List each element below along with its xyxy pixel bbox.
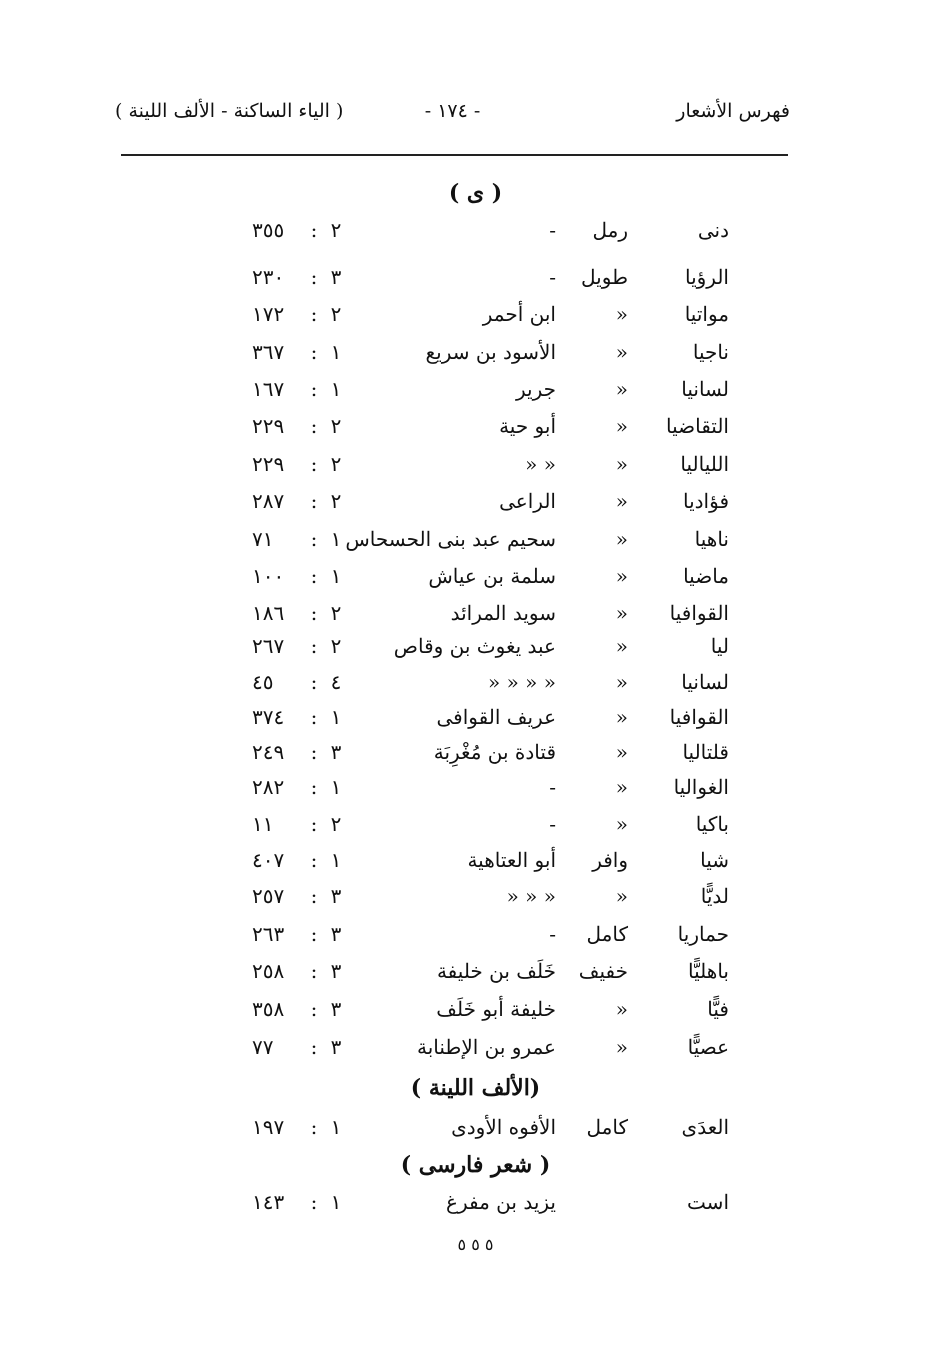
page-reference: ١١ (252, 812, 274, 836)
rhyme-word: باهليًّا (688, 959, 729, 983)
volume-number: ١ (330, 377, 342, 401)
index-row (0, 302, 951, 338)
page-reference: ٤٥ (252, 670, 274, 694)
rhyme-word: القوافيا (669, 601, 729, 625)
page-number: - ١٧٤ - (424, 100, 481, 122)
volume-number: ١ (330, 527, 342, 551)
separator: : (310, 740, 318, 764)
separator: : (310, 812, 318, 836)
meter: « (615, 634, 628, 658)
poet-name: خليفة أبو خَلَف (436, 997, 556, 1021)
page-reference: ٢٣٠ (252, 265, 285, 289)
page-reference: ٧١ (252, 527, 274, 551)
meter: « (615, 414, 628, 438)
rhyme-word: فيًّا (707, 997, 729, 1021)
index-row (0, 377, 951, 413)
page-reference: ٣٧٤ (252, 705, 285, 729)
volume-number: ٣ (330, 265, 342, 289)
separator: : (310, 634, 318, 658)
poet-name: عبد يغوث بن وقاص (393, 634, 556, 658)
poet-name: - (549, 218, 556, 242)
separator: : (310, 414, 318, 438)
rhyme-word: شيا (700, 848, 729, 872)
page-reference: ٢٦٣ (252, 922, 285, 946)
volume-number: ٢ (330, 489, 342, 513)
rhyme-word: اللياليا (680, 452, 729, 476)
rhyme-word: عصيًّا (687, 1035, 729, 1059)
header-rule (121, 154, 788, 156)
volume-number: ١ (330, 340, 342, 364)
poet-name: « « (525, 452, 556, 476)
volume-number: ٣ (330, 997, 342, 1021)
index-row (0, 1115, 951, 1151)
meter: « (615, 340, 628, 364)
page-reference: ٧٧ (252, 1035, 274, 1059)
rhyme-word: ناجيا (692, 340, 729, 364)
poet-name: « « « « (487, 670, 556, 694)
volume-number: ١ (330, 848, 342, 872)
index-row (0, 1035, 951, 1071)
volume-number: ١ (330, 775, 342, 799)
rhyme-word: باكيا (695, 812, 729, 836)
volume-number: ٢ (330, 452, 342, 476)
rhyme-word: ناهيا (694, 527, 729, 551)
poet-name: الراعى (499, 489, 556, 513)
poet-name: خَلَف بن خليفة (436, 959, 556, 983)
volume-number: ٣ (330, 959, 342, 983)
separator: : (310, 564, 318, 588)
rhyme-word: است (687, 1190, 729, 1214)
rhyme-word: الرؤيا (684, 265, 729, 289)
rhyme-word: قلتاليا (682, 740, 729, 764)
volume-number: ٣ (330, 1035, 342, 1059)
page-reference: ٣٥٥ (252, 218, 285, 242)
rhyme-word: حماريا (677, 922, 729, 946)
volume-number: ١ (330, 564, 342, 588)
page-reference: ١٩٧ (252, 1115, 285, 1139)
page-reference: ٤٠٧ (252, 848, 285, 872)
rhyme-word: دنى (697, 218, 729, 242)
page-reference: ١٦٧ (252, 377, 285, 401)
volume-number: ٢ (330, 634, 342, 658)
separator: : (310, 884, 318, 908)
rhyme-word: ماضيا (683, 564, 729, 588)
rhyme-word: التقاضيا (665, 414, 729, 438)
rhyme-word: ليا (710, 634, 729, 658)
volume-number: ٢ (330, 812, 342, 836)
meter: كامل (586, 1115, 628, 1139)
index-row (0, 670, 951, 706)
volume-number: ٢ (330, 601, 342, 625)
volume-number: ٢ (330, 218, 342, 242)
meter: « (615, 452, 628, 476)
index-row (0, 848, 951, 884)
separator: : (310, 848, 318, 872)
separator: : (310, 705, 318, 729)
page-reference: ٢٢٩ (252, 414, 285, 438)
page-reference: ١٧٢ (252, 302, 285, 326)
poet-name: عريف القوافى (436, 705, 556, 729)
poet-name: - (549, 775, 556, 799)
rhyme-word: الغواليا (673, 775, 729, 799)
index-row (0, 959, 951, 995)
rhyme-word: مواتيا (684, 302, 729, 326)
index-row (0, 634, 951, 670)
poet-name: قتادة بن مُغْرِبَة (433, 740, 556, 764)
poet-name: ابن أحمر (482, 302, 556, 326)
separator: : (310, 302, 318, 326)
meter: « (615, 489, 628, 513)
page-reference: ١٨٦ (252, 601, 285, 625)
index-row (0, 564, 951, 600)
meter: « (615, 740, 628, 764)
volume-number: ٣ (330, 740, 342, 764)
volume-number: ٢ (330, 414, 342, 438)
separator: : (310, 527, 318, 551)
rhyme-word: فؤاديا (682, 489, 729, 513)
index-row (0, 527, 951, 563)
running-title: فهرس الأشعار (676, 100, 790, 122)
poet-name: سويد المرائد (450, 601, 556, 625)
meter: « (615, 705, 628, 729)
page-header (115, 96, 790, 136)
index-row (0, 775, 951, 811)
poet-name: أبو العتاهية (467, 848, 556, 872)
index-row (0, 340, 951, 376)
rhyme-word: لديًّا (700, 884, 729, 908)
meter: « (615, 997, 628, 1021)
poet-name: - (549, 265, 556, 289)
separator: : (310, 1190, 318, 1214)
meter: وافر (592, 848, 628, 872)
poet-name: الأسود بن سريع (425, 340, 556, 364)
page-reference: ٢٤٩ (252, 740, 285, 764)
index-row (0, 705, 951, 741)
index-row (0, 1190, 951, 1226)
separator: : (310, 452, 318, 476)
index-row (0, 922, 951, 958)
page-reference: ١٠٠ (252, 564, 285, 588)
index-row (0, 414, 951, 450)
separator: : (310, 959, 318, 983)
index-row (0, 884, 951, 920)
page-reference: ٢٦٧ (252, 634, 285, 658)
index-row (0, 997, 951, 1033)
meter: رمل (592, 218, 628, 242)
index-row (0, 812, 951, 848)
poet-name: سحيم عبد بنى الحسحاس (345, 527, 556, 551)
poet-name: « « « (506, 884, 556, 908)
meter: « (615, 527, 628, 551)
page-reference: ٢٨٧ (252, 489, 285, 513)
separator: : (310, 489, 318, 513)
poet-name: يزيد بن مفرغ (446, 1190, 556, 1214)
poet-name: أبو حية (499, 414, 556, 438)
rhyme-word: لسانيا (681, 377, 729, 401)
meter: « (615, 884, 628, 908)
separator: : (310, 1115, 318, 1139)
index-row (0, 740, 951, 776)
poet-name: سلمة بن عياش (428, 564, 556, 588)
separator: : (310, 265, 318, 289)
volume-number: ١ (330, 1115, 342, 1139)
section-title: ( شعر فارسى ) (400, 1152, 551, 1178)
volume-number: ٣ (330, 884, 342, 908)
page-reference: ٢٨٢ (252, 775, 285, 799)
rhyme-word: العدَى (681, 1115, 729, 1139)
separator: : (310, 922, 318, 946)
page-reference: ١٤٣ (252, 1190, 285, 1214)
poet-name: - (549, 812, 556, 836)
volume-number: ١ (330, 705, 342, 729)
meter: كامل (586, 922, 628, 946)
index-row (0, 265, 951, 301)
index-row (0, 601, 951, 637)
meter: « (615, 564, 628, 588)
rhyme-word: لسانيا (681, 670, 729, 694)
index-row (0, 452, 951, 488)
index-row (0, 489, 951, 525)
volume-number: ٣ (330, 922, 342, 946)
section-running-title: ( الياء الساكنة - الألف اللينة ) (115, 100, 344, 122)
page-reference: ٢٢٩ (252, 452, 285, 476)
separator: : (310, 775, 318, 799)
meter: « (615, 601, 628, 625)
page-reference: ٢٥٨ (252, 959, 285, 983)
poet-name: - (549, 922, 556, 946)
page-reference: ٣٥٨ (252, 997, 285, 1021)
volume-number: ٢ (330, 302, 342, 326)
separator: : (310, 218, 318, 242)
meter: « (615, 670, 628, 694)
section-title: (الألف اللينة ) (410, 1075, 541, 1101)
separator: : (310, 340, 318, 364)
rhyme-word: القوافيا (669, 705, 729, 729)
volume-number: ١ (330, 1190, 342, 1214)
page-reference: ٢٥٧ (252, 884, 285, 908)
separator: : (310, 670, 318, 694)
meter: « (615, 1035, 628, 1059)
separator: : (310, 601, 318, 625)
meter: « (615, 812, 628, 836)
meter: طويل (581, 265, 628, 289)
section-title: ( ى ) (448, 180, 503, 206)
poet-name: الأفوه الأودى (451, 1115, 556, 1139)
meter: خفيف (578, 959, 628, 983)
meter: « (615, 302, 628, 326)
poet-name: جرير (516, 377, 556, 401)
separator: : (310, 997, 318, 1021)
end-ornament: ٥ ٥ ٥ (457, 1235, 494, 1254)
volume-number: ٤ (330, 670, 342, 694)
index-row (0, 218, 951, 254)
separator: : (310, 377, 318, 401)
poet-name: عمرو بن الإطنابة (417, 1035, 556, 1059)
separator: : (310, 1035, 318, 1059)
page-reference: ٣٦٧ (252, 340, 285, 364)
meter: « (615, 775, 628, 799)
meter: « (615, 377, 628, 401)
